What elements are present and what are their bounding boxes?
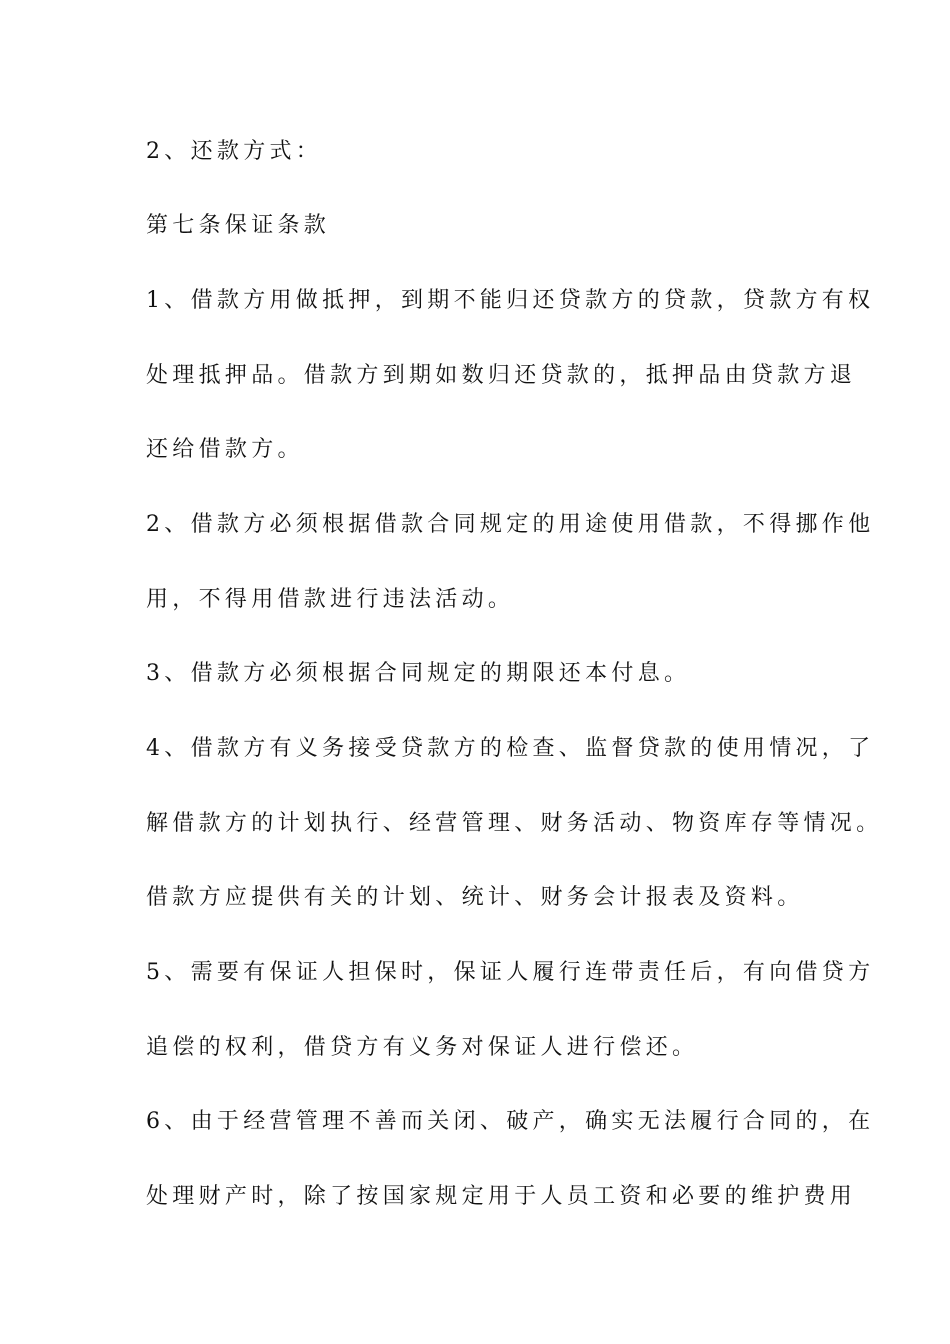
text-line: 处理财产时，除了按国家规定用于人员工资和必要的维护费用 bbox=[146, 1184, 857, 1209]
text-line: 3、借款方必须根据合同规定的期限还本付息。 bbox=[146, 661, 691, 686]
text-line: 处理抵押品。借款方到期如数归还贷款的，抵押品由贷款方退 bbox=[146, 363, 857, 388]
text-line: 1、借款方用做抵押，到期不能归还贷款方的贷款，贷款方有权 bbox=[146, 288, 875, 313]
text-line: 2、借款方必须根据借款合同规定的用途使用借款，不得挪作他 bbox=[146, 512, 875, 537]
text-line: 6、由于经营管理不善而关闭、破产，确实无法履行合同的，在 bbox=[146, 1109, 875, 1134]
section-heading: 第七条保证条款 bbox=[146, 213, 331, 238]
text-line: 还给借款方。 bbox=[146, 437, 304, 462]
text-line: 用，不得用借款进行违法活动。 bbox=[146, 587, 515, 612]
text-line: 4、借款方有义务接受贷款方的检查、监督贷款的使用情况，了 bbox=[146, 736, 875, 761]
text-line: 2、还款方式： bbox=[146, 139, 323, 164]
text-line: 解借款方的计划执行、经营管理、财务活动、物资库存等情况。 bbox=[146, 811, 883, 836]
text-line: 5、需要有保证人担保时，保证人履行连带责任后，有向借贷方 bbox=[146, 960, 875, 985]
text-line: 借款方应提供有关的计划、统计、财务会计报表及资料。 bbox=[146, 885, 804, 910]
text-line: 追偿的权利，借贷方有义务对保证人进行偿还。 bbox=[146, 1035, 699, 1060]
